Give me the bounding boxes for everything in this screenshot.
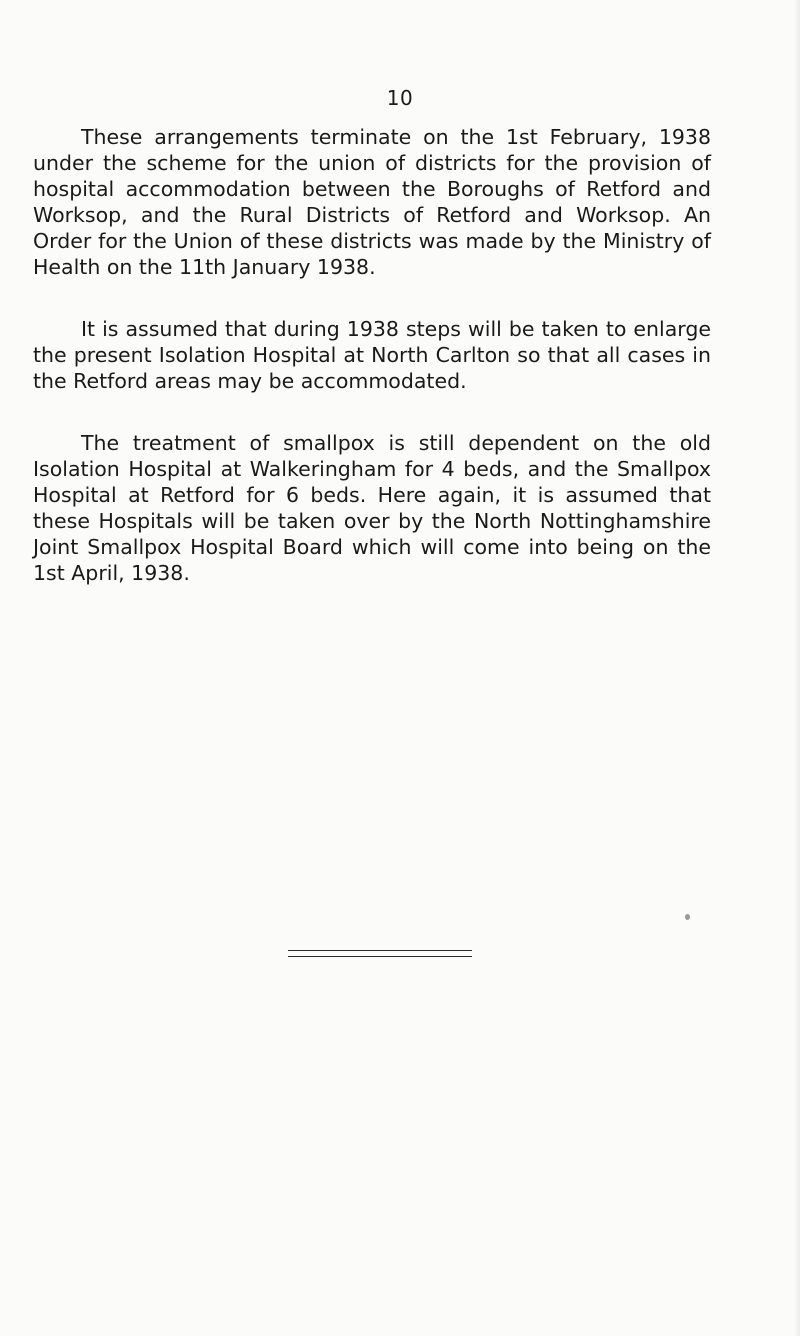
page-edge-shadow: [794, 0, 800, 1336]
paper-speck: [685, 914, 690, 920]
section-end-double-rule: [288, 950, 472, 957]
paragraph-hospital-arrangements: These arrangements terminate on the 1st February, 1938 under the scheme for the union of districts for the provision of hospital accommodation between the Boroughs of Retford and Worksop, and the Rural Districts of Retford and Worksop. An Order for the Union of these districts was made by the Ministry of Health on the 11th January 1938.: [33, 125, 711, 279]
page-number: 10: [386, 86, 414, 110]
paragraph-smallpox-treatment: The treatment of smallpox is still dependent on the old Isolation Hospital at Walkeringham for 4 beds, and the Smallpox Hospital at Retford for 6 beds. Here again, it is assumed that these Hospitals will be taken over by the North Nottinghamshire Joint Smallpox Hospital Board which will come into being on the 1st April, 1938.: [33, 431, 711, 585]
body-text: [33, 124, 711, 622]
paragraph-isolation-hospital-enlargement: It is assumed that during 1938 steps will be taken to enlarge the present Isolation Hospital at North Carlton so that all cases in the Retford areas may be accommodated.: [33, 317, 711, 393]
